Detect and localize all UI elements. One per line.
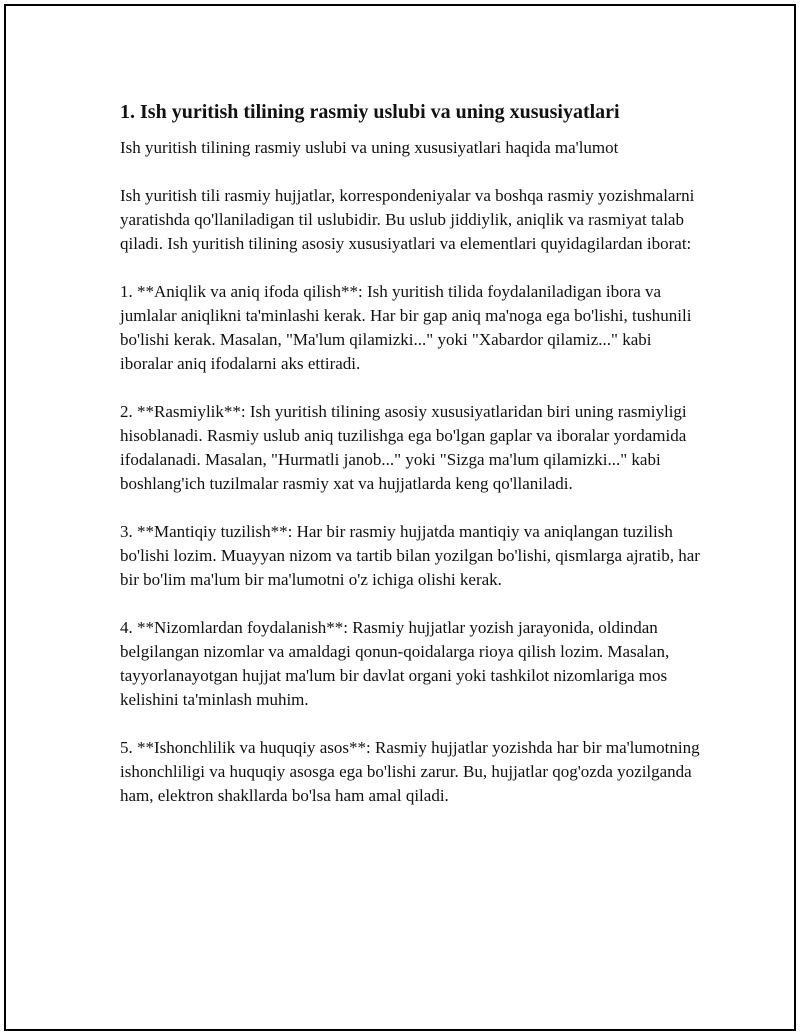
document-body <box>120 98 700 808</box>
list-item-5: 5. **Ishonchlilik va huquqiy asos**: Rasmiy hujjatlar yozishda har bir ma'lumotning ishonchliligi va huquqiy asosga ega bo'lishi zarur. Bu, hujjatlar qog'ozda yozilganda ham, elektron shakllarda bo'lsa ham amal qiladi. <box>120 738 700 805</box>
document-title: 1. Ish yuritish tilining rasmiy uslubi va uning xususiyatlari <box>120 101 620 123</box>
document-subtitle: Ish yuritish tilining rasmiy uslubi va uning xususiyatlari haqida ma'lumot <box>120 138 619 157</box>
intro-paragraph: Ish yuritish tili rasmiy hujjatlar, korrespondeniyalar va boshqa rasmiy yozishmalarni yaratishda qo'llaniladigan til uslubidir. Bu uslub jiddiylik, aniqlik va rasmiyat talab qiladi. Ish yuritish tilining asosiy xususiyatlari va elementlari quyidagilardan iborat: <box>120 186 695 253</box>
list-item-2: 2. **Rasmiylik**: Ish yuritish tilining asosiy xususiyatlaridan biri uning rasmiyligi hisoblanadi. Rasmiy uslub aniq tuzilishga ega bo'lgan gaplar va iboralar yordamida ifodalanadi. Masalan, "Hurmatli janob..." yoki "Sizga ma'lum qilamizki..." kabi boshlang'ich tuzilmalar rasmiy xat va hujjatlarda keng qo'llaniladi. <box>120 402 687 493</box>
page-frame <box>4 4 796 1031</box>
list-item-1: 1. **Aniqlik va aniq ifoda qilish**: Ish yuritish tilida foydalaniladigan ibora va jumlalar aniqlikni ta'minlashi kerak. Har bir gap aniq ma'noga ega bo'lishi, tushunili bo'lishi kerak. Masalan, "Ma'lum qilamizki..." yoki "Xabardor qilamiz..." kabi iboralar aniq ifodalarni aks ettiradi. <box>120 282 692 373</box>
list-item-4: 4. **Nizomlardan foydalanish**: Rasmiy hujjatlar yozish jarayonida, oldindan belgilangan nizomlar va amaldagi qonun-qoidalarga rioya qilish lozim. Masalan, tayyorlanayotgan hujjat ma'lum bir davlat organi yoki tashkilot nizomlariga mos kelishini ta'minlash muhim. <box>120 618 670 709</box>
list-item-3: 3. **Mantiqiy tuzilish**: Har bir rasmiy hujjatda mantiqiy va aniqlangan tuzilish bo'lishi lozim. Muayyan nizom va tartib bilan yozilgan bo'lishi, qismlarga ajratib, har bir bo'lim ma'lum bir ma'lumotni o'z ichiga olishi kerak. <box>120 522 700 589</box>
